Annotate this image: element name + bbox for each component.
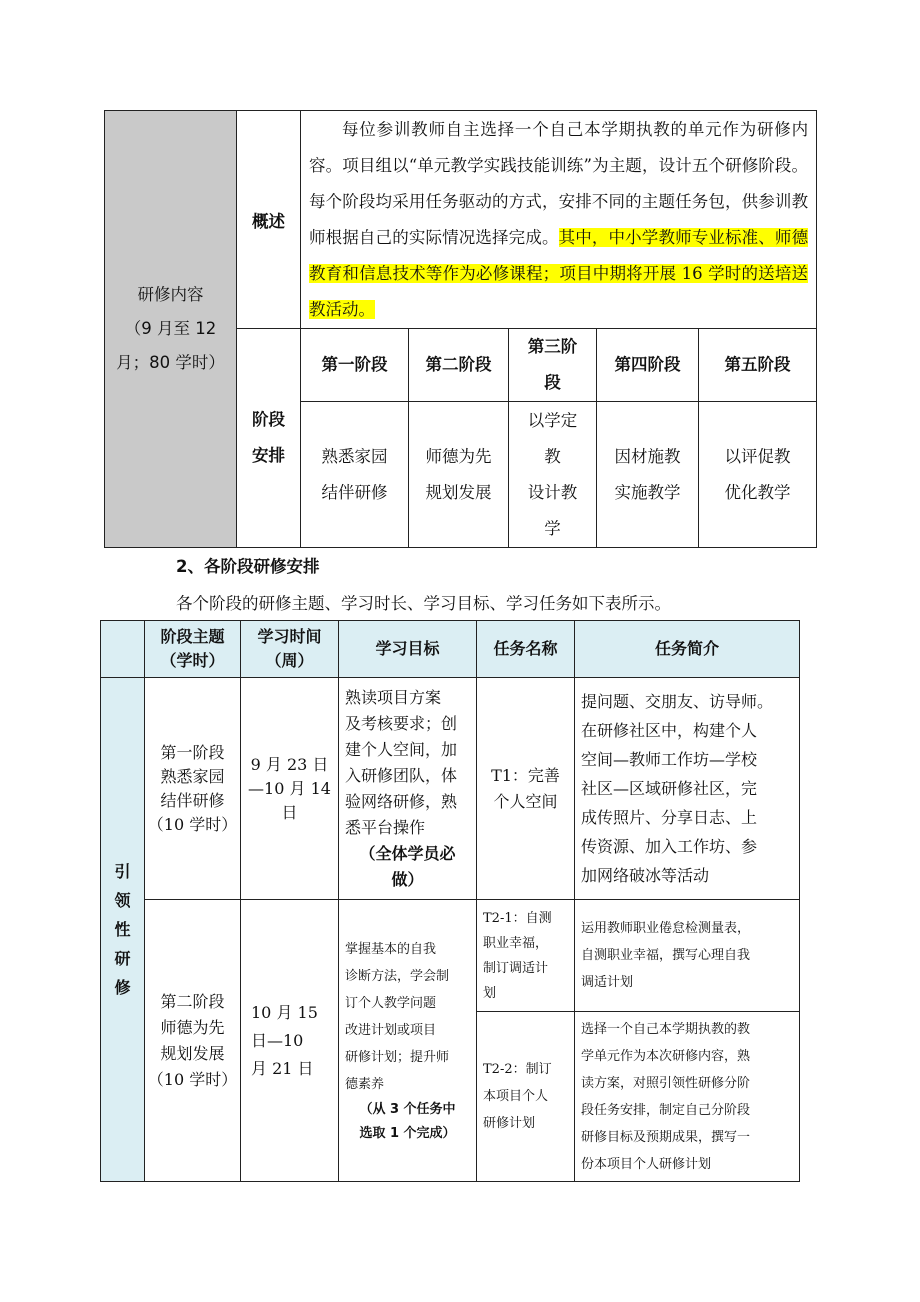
stage2-goal-note: （从 3 个任务中 选取 1 个完成） xyxy=(359,1101,456,1141)
stage2-brief-a: 运用教师职业倦怠检测量表， 自测职业幸福，撰写心理自我 调适计划 xyxy=(575,900,800,1012)
stage-label-line2: 安排 xyxy=(252,446,285,465)
stage2-goal: 掌握基本的自我 诊断方法，学会制 订个人教学问题 改进计划或项目 研修计划；提升师 德素养 （从 3 个任务中 选取 1 个完成） xyxy=(339,900,477,1182)
header-theme: 阶段主题 （学时） xyxy=(145,621,241,678)
overview-text-highlight: 其中，中小学教师专业标准、师德教育和信息技术等作为必修课程；项目中期将开展 16 学时的送培送教活动。 xyxy=(309,227,809,319)
overview-label: 概述 xyxy=(237,111,301,329)
stage-arrangement-table xyxy=(100,620,800,1182)
stage-header-3: 第三阶段 xyxy=(509,329,597,402)
stage2-brief-b: 选择一个自己本学期执教的教 学单元作为本次研修内容，熟 读方案，对照引领性研修分阶 段任务安排，制定自己分阶段 研修目标及预期成果，撰写一 份本项目个人研修计划 xyxy=(575,1012,800,1182)
overview-text xyxy=(301,112,816,328)
side-label: 引 领 性 研 修 xyxy=(101,678,145,1182)
row-label-title: 研修内容 xyxy=(137,285,204,304)
header-goal: 学习目标 xyxy=(339,621,477,678)
stage-label xyxy=(237,329,301,548)
overview-table xyxy=(104,110,817,548)
stage-header-2: 第二阶段 xyxy=(409,329,509,402)
row-label-sub1: （9 月至 12 xyxy=(124,319,217,338)
stage1-goal-note: （全体学员必 做） xyxy=(359,843,456,889)
stage-content-1: 熟悉家园 结伴研修 xyxy=(301,402,409,548)
header-task: 任务名称 xyxy=(477,621,575,678)
overview-text-plain: 每位参训教师自主选择一个自己本学期执教的单元作为研修内容。项目组以“单元教学实践技能训练”为主题，设计五个研修阶段。每个阶段均采用任务驱动的方式，安排不同的主题任务包，供参训教师根据自己的实际情况选择完成。 xyxy=(309,119,809,247)
stage-label-line1: 阶段 xyxy=(252,410,285,429)
stage-header-5: 第五阶段 xyxy=(699,329,817,402)
stage2-time: 10 月 15 日—10 月 21 日 xyxy=(241,900,339,1182)
content-row-label xyxy=(105,111,237,548)
header-blank xyxy=(101,621,145,678)
header-brief: 任务简介 xyxy=(575,621,800,678)
stage2-task-b: T2-2：制订 本项目个人 研修计划 xyxy=(477,1012,575,1182)
stage2-theme: 第二阶段 师德为先 规划发展 （10 学时） xyxy=(145,900,241,1182)
stage1-time: 9 月 23 日 —10 月 14 日 xyxy=(241,678,339,900)
intro-text: 各个阶段的研修主题、学习时长、学习目标、学习任务如下表所示。 xyxy=(176,594,671,613)
stage-header-1: 第一阶段 xyxy=(301,329,409,402)
header-time: 学习时间 （周） xyxy=(241,621,339,678)
stage-content-4: 因材施教 实施教学 xyxy=(597,402,699,548)
stage2-task-a: T2-1：自测 职业幸福， 制订调适计 划 xyxy=(477,900,575,1012)
stage1-brief: 提问题、交朋友、访导师。 在研修社区中，构建个人 空间—教师工作坊—学校 社区—区域研修社区，完 成传照片、分享日志、上 传资源、加入工作坊、参 加网络破冰等活动 xyxy=(575,678,800,900)
stage-content-3: 以学定 教 设计教 学 xyxy=(509,402,597,548)
stage-content-5: 以评促教 优化教学 xyxy=(699,402,817,548)
stage-content-2: 师德为先 规划发展 xyxy=(409,402,509,548)
stage1-theme: 第一阶段 熟悉家园 结伴研修 （10 学时） xyxy=(145,678,241,900)
overview-cell xyxy=(301,111,817,329)
stage-header-4: 第四阶段 xyxy=(597,329,699,402)
stage1-task: T1：完善 个人空间 xyxy=(477,678,575,900)
stage1-goal: 熟读项目方案 及考核要求；创 建个人空间，加 入研修团队，体 验网络研修，熟 悉平台操作 （全体学员必 做） xyxy=(339,678,477,900)
row-label-sub2: 月；80 学时） xyxy=(116,353,225,372)
section-heading: 2、各阶段研修安排 xyxy=(176,557,320,576)
